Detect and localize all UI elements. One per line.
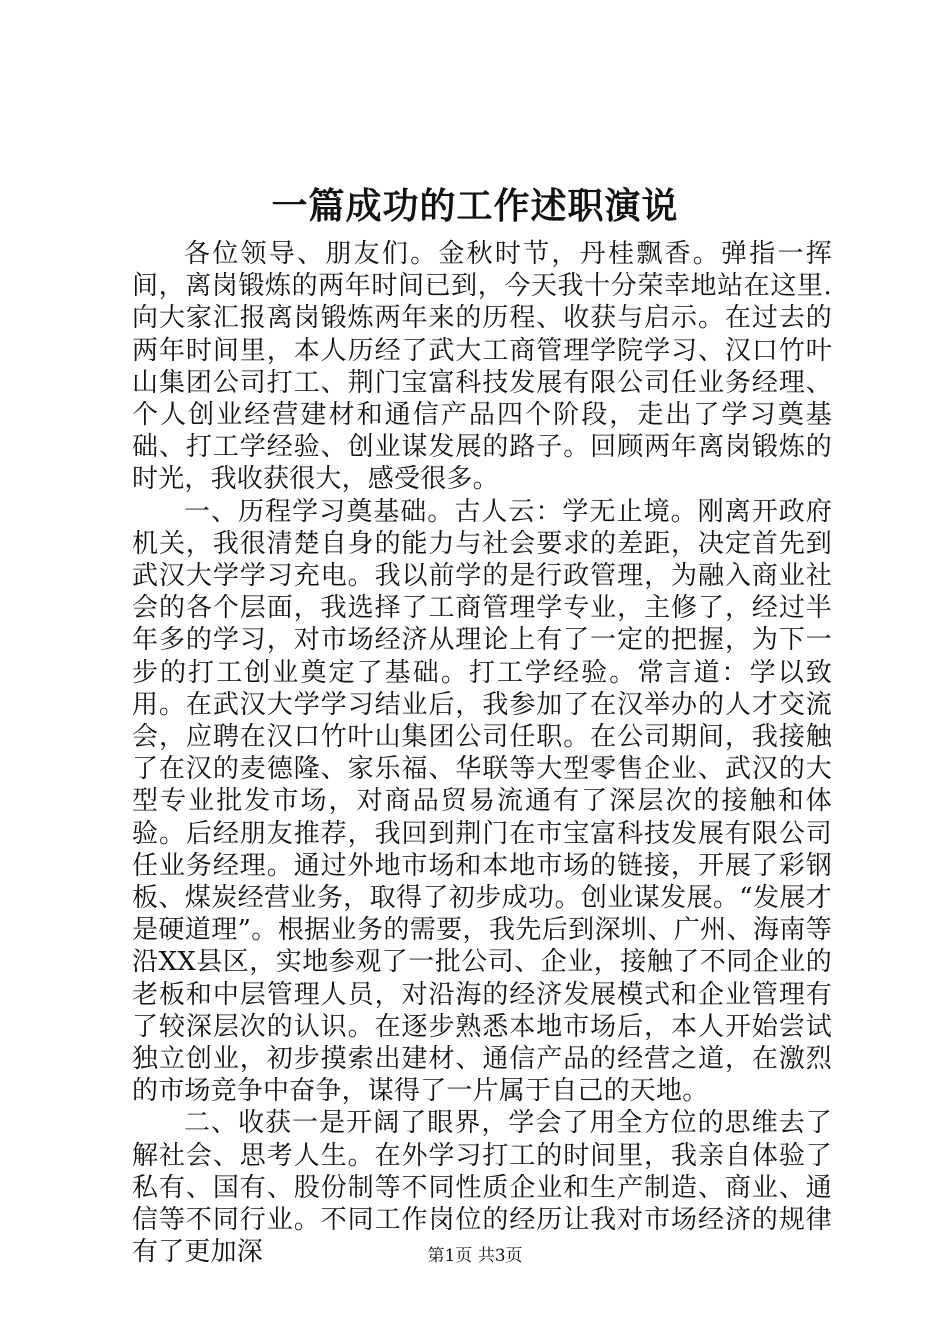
document-title: 一篇成功的工作述职演说 [271,185,679,227]
paragraph-intro: 各位领导、朋友们。金秋时节，丹桂飘香。弹指一挥间，离岗锻炼的两年时间已到，今天我十分荣幸地站在这里.向大家汇报离岗锻炼两年来的历程、收获与启示。在过去的两年时间里，本人历经了武大工商管理学院学习、汉口竹叶山集团公司打工、荆门宝富科技发展有限公司任业务经理、个人创业经营建材和通信产品四个阶段，走出了学习奠基础、打工学经验、创业谋发展的路子。回顾两年离岗锻炼的时光，我收获很大，感受很多。 [132,239,832,495]
document-body [132,238,832,1269]
paragraph-gains: 二、收获一是开阔了眼界，学会了用全方位的思维去了解社会、思考人生。在外学习打工的时间里，我亲自体验了私有、国有、股份制等不同性质企业和生产制造、商业、通信等不同行业。不同工作岗位的经历让我对市场经济的规律有了更加深 [132,1108,832,1268]
page-footer: 第1页 共3页 [427,1246,523,1266]
paragraph-history: 一、历程学习奠基础。古人云：学无止境。刚离开政府机关，我很清楚自身的能力与社会要求的差距，决定首先到武汉大学学习充电。我以前学的是行政管理，为融入商业社会的各个层面，我选择了工商管理学专业，主修了，经过半年多的学习，对市场经济从理论上有了一定的把握，为下一步的打工创业奠定了基础。打工学经验。常言道：学以致用。在武汉大学学习结业后，我参加了在汉举办的人才交流会，应聘在汉口竹叶山集团公司任职。在公司期间，我接触了在汉的麦德隆、家乐福、华联等大型零售企业、武汉的大型专业批发市场，对商品贸易流通有了深层次的接触和体验。后经朋友推荐，我回到荆门在市宝富科技发展有限公司任业务经理。通过外地市场和本地市场的链接，开展了彩钢板、煤炭经营业务，取得了初步成功。创业谋发展。“发展才是硬道理”。根据业务的需要，我先后到深圳、广州、海南等沿XX县区，实地参观了一批公司、企业，接触了不同企业的老板和中层管理人员，对沿海的经济发展模式和企业管理有了较深层次的认识。在逐步熟悉本地市场后，本人开始尝试独立创业，初步摸索出建材、通信产品的经营之道，在激烈的市场竞争中奋争，谋得了一片属于自己的天地。 [132,496,832,1107]
